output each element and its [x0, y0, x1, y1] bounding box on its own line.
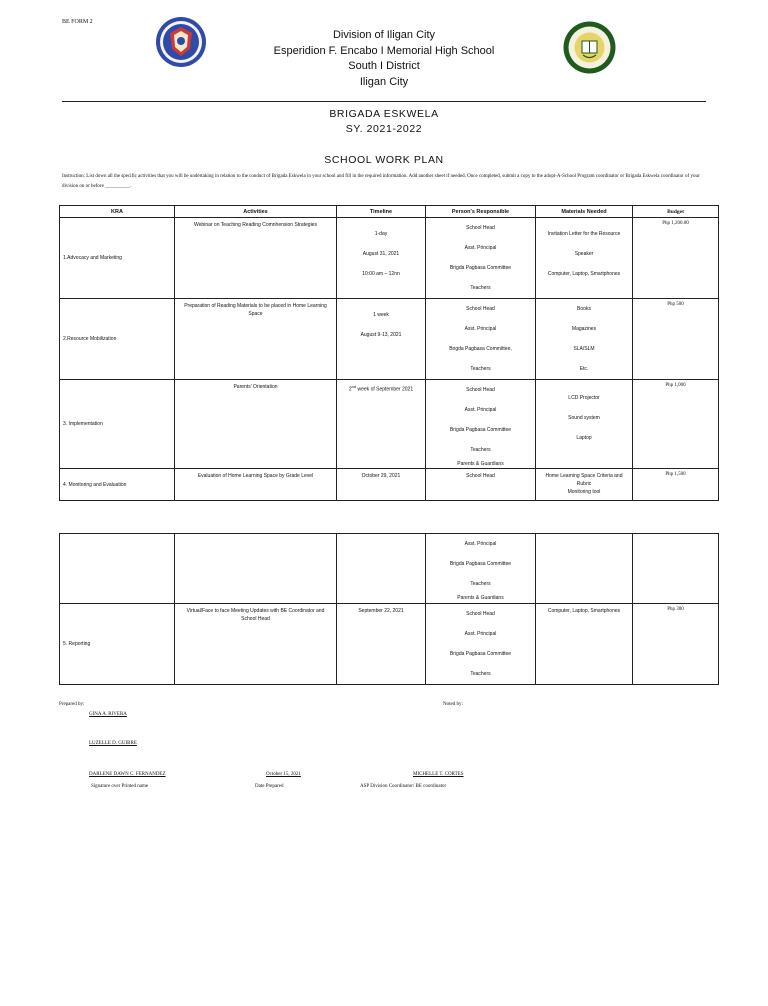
table-row [60, 604, 719, 685]
persons-cell: School Head Asst. Principal Brigda Pagbasa Committee Teachers [426, 604, 536, 685]
signature-caption: Signature over Printed name [91, 784, 149, 789]
column-header: Materials Needed [536, 206, 633, 218]
kra-cell: 1.Advocacy and Marketing [60, 218, 175, 299]
city-name: Iligan City [359, 76, 409, 88]
plan-title: SCHOOL WORK PLAN [324, 154, 444, 166]
signatory-name: GINA A. RIVERA [89, 712, 127, 717]
column-header: Person's Responsible [426, 206, 536, 218]
table-row [60, 469, 719, 501]
school-year: SY. 2021-2022 [345, 123, 423, 135]
coordinator-caption: ASP Division Coordinator/ BE coordinator [360, 784, 447, 789]
district-name: South I District [348, 60, 420, 72]
persons-cell: Asst. Principal Brigda Pagbasa Committee Teachers Parents & Guardians [426, 534, 536, 604]
coordinator-name: MICHELLE T. CORTES [413, 772, 464, 777]
materials-cell: Home Learning Space Criteria and Rubric Monitoring tool [536, 469, 633, 501]
noted-by-label: Noted by: [443, 702, 463, 707]
kra-cell: 3. Implementation [60, 380, 175, 469]
prepared-by-label: Prepared by: [59, 702, 85, 707]
kra-cell: 5. Reporting [60, 604, 175, 685]
school-name: Esperidion F. Encabo I Memorial High School [273, 45, 495, 57]
column-header: Budget [633, 206, 719, 218]
work-plan-table [59, 205, 719, 501]
timeline-cell: September 22, 2021 [337, 604, 426, 685]
materials-cell: LCD Projector Sound system Laptop [536, 380, 633, 469]
instruction-text: Instruction: List down all the specific activities that you will be undertaking in relation to the conduct of Brigada Eskwela in your school and fill in the required information. Add another sheet if needed. Once completed, submit a copy to the adopt-A-School Program coordinator or Brigada Eskwela coordinator of your division on or before __________. [62, 174, 700, 189]
activity-cell: Webinar on Teaching Reading Comnhension Strategies [175, 218, 337, 299]
table-row [60, 299, 719, 380]
activity-cell: Virtual/Face to face Meeting Updates with BE Coordinator and School Head [175, 604, 337, 685]
header-divider [62, 101, 706, 102]
budget-cell [633, 534, 719, 604]
activity-cell [175, 534, 337, 604]
table-row [60, 380, 719, 469]
timeline-cell: 1-day August 31, 2021 10:00 am – 12nn [337, 218, 426, 299]
table-row [60, 218, 719, 299]
column-header: Activities [175, 206, 337, 218]
budget-cell: Php 500 [633, 299, 719, 380]
persons-cell: School Head Asst. Principal Brigda Pagbasa Committee Teachers Parents & Guardians [426, 380, 536, 469]
division-name: Division of Iligan City [332, 29, 436, 41]
activity-cell: Evaluation of Home Learning Space by Grade Level [175, 469, 337, 501]
table-header-row [60, 206, 719, 218]
signatory-name: DARLENE DAWN C. FERNANDEZ [89, 772, 166, 777]
activity-cell: Preparation of Reading Materials to be placed in Home Learning Space [175, 299, 337, 380]
budget-cell: Php 1,500 [633, 469, 719, 501]
date-prepared-value: October 15, 2021 [266, 772, 301, 777]
activity-cell: Parents' Orientation [175, 380, 337, 469]
date-caption: Date Prepared [255, 784, 284, 789]
kra-cell: 2.Resource Mobilization [60, 299, 175, 380]
persons-cell: School Head Asst. Principal Brigda Pagbasa Committee Teachers [426, 218, 536, 299]
work-plan-table-continued [59, 533, 719, 685]
column-header: Timeline [337, 206, 426, 218]
kra-cell: 4. Monitoring and Evaluation [60, 469, 175, 501]
materials-cell: Computer, Laptop, Smartphones [536, 604, 633, 685]
budget-cell: Php 1,200.00 [633, 218, 719, 299]
program-title: BRIGADA ESKWELA [329, 108, 439, 120]
persons-cell: School Head Asst. Principal Brigda Pagbasa Committee, Teachers [426, 299, 536, 380]
column-header: KRA [60, 206, 175, 218]
persons-cell: School Head [426, 469, 536, 501]
timeline-cell: 1 week August 9-13, 2021 [337, 299, 426, 380]
budget-cell: Php 1,000 [633, 380, 719, 469]
form-number: BE FORM 2 [62, 19, 93, 25]
materials-cell: Books Magazines SLA/SLM Etc. [536, 299, 633, 380]
timeline-cell: 2nd week of September 2021 [337, 380, 426, 469]
materials-cell: Invitation Letter for the Resource Speaker Computer, Laptop, Smartphones [536, 218, 633, 299]
budget-cell: Php 300 [633, 604, 719, 685]
materials-cell [536, 534, 633, 604]
timeline-cell [337, 534, 426, 604]
table-row [60, 534, 719, 604]
signatory-name: LUZELLE D. GUIBRE [89, 741, 137, 746]
kra-cell [60, 534, 175, 604]
timeline-cell: October 29, 2021 [337, 469, 426, 501]
